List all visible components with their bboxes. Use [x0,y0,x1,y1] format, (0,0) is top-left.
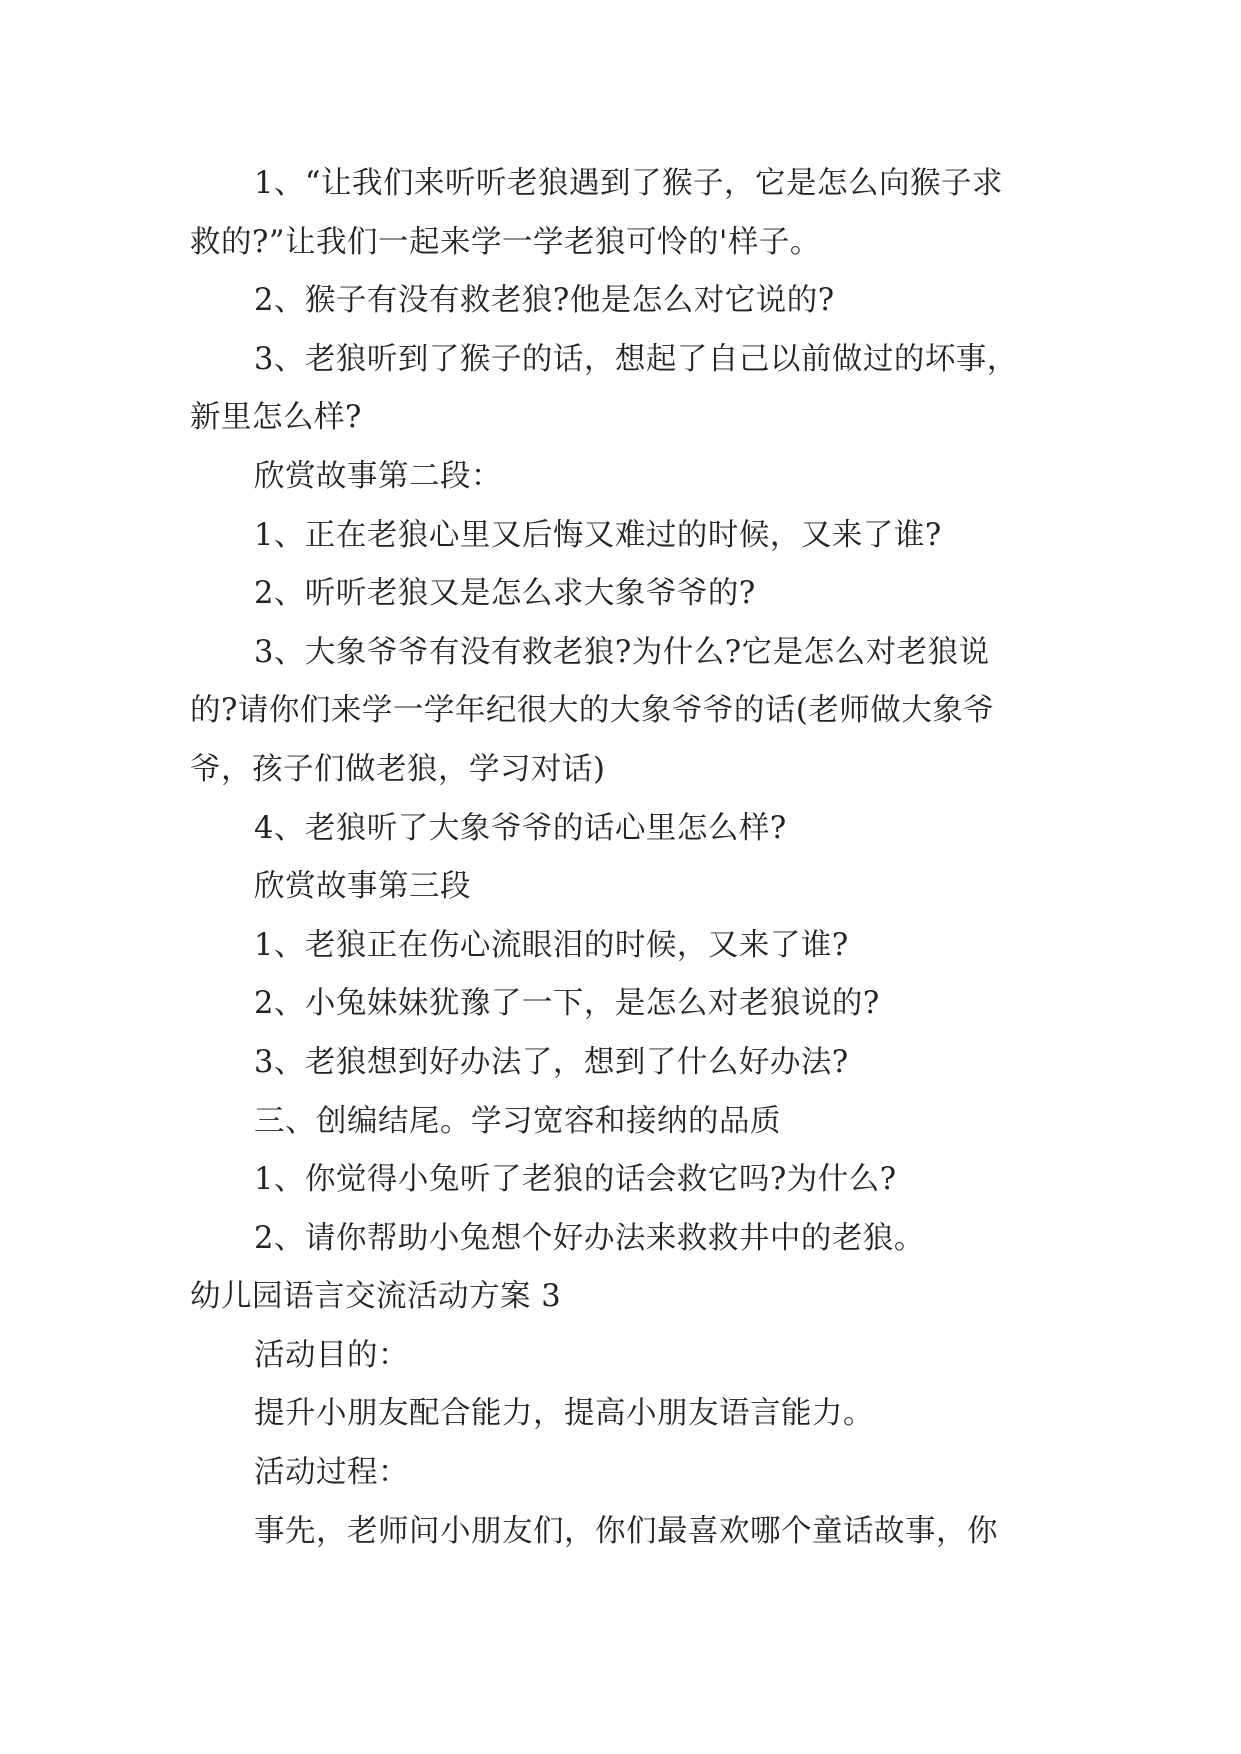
paragraph-line: 1、你觉得小兔听了老狼的话会救它吗?为什么? [254,1162,897,1198]
paragraph-line: 3、老狼想到好办法了，想到了什么好办法? [254,1044,849,1080]
paragraph-line: 4、老狼听了大象爷爷的话心里怎么样? [254,810,787,846]
paragraph-line: 救的?”让我们一起来学一学老狼可怜的'样子。 [190,224,821,260]
paragraph-line: 3、老狼听到了猴子的话，想起了自己以前做过的坏事， [254,341,1018,377]
section-heading: 欣赏故事第三段 [254,869,471,905]
section-heading: 活动目的： [254,1337,409,1373]
paragraph-line: 3、大象爷爷有没有救老狼?为什么?它是怎么对老狼说 [254,634,990,670]
document-body [190,155,1060,1561]
paragraph-line: 爷，孩子们做老狼，学习对话) [190,751,606,787]
paragraph-line: 1、老狼正在伤心流眼泪的时候，又来了谁? [254,927,849,963]
paragraph-line: 2、猴子有没有救老狼?他是怎么对它说的? [254,283,835,319]
paragraph-line: 事先，老师问小朋友们，你们最喜欢哪个童话故事，你 [254,1513,998,1549]
section-heading: 三、创编结尾。学习宽容和接纳的品质 [254,1103,781,1139]
section-heading: 欣赏故事第二段： [254,458,502,494]
paragraph-line: 2、请你帮助小兔想个好办法来救救井中的老狼。 [254,1220,925,1256]
paragraph-line: 1、“让我们来听听老狼遇到了猴子，它是怎么向猴子求 [254,166,1003,201]
section-heading: 活动过程： [254,1455,409,1491]
paragraph-line: 2、小兔妹妹犹豫了一下，是怎么对老狼说的? [254,986,880,1022]
paragraph-line: 2、听听老狼又是怎么求大象爷爷的? [254,576,756,612]
document-title: 幼儿园语言交流活动方案 3 [190,1279,562,1315]
paragraph-line: 提升小朋友配合能力，提高小朋友语言能力。 [254,1396,874,1432]
paragraph-line: 的?请你们来学一学年纪很大的大象爷爷的话(老师做大象爷 [190,693,995,729]
paragraph-line: 1、正在老狼心里又后悔又难过的时候，又来了谁? [254,517,942,553]
paragraph-line: 新里怎么样? [190,400,362,436]
